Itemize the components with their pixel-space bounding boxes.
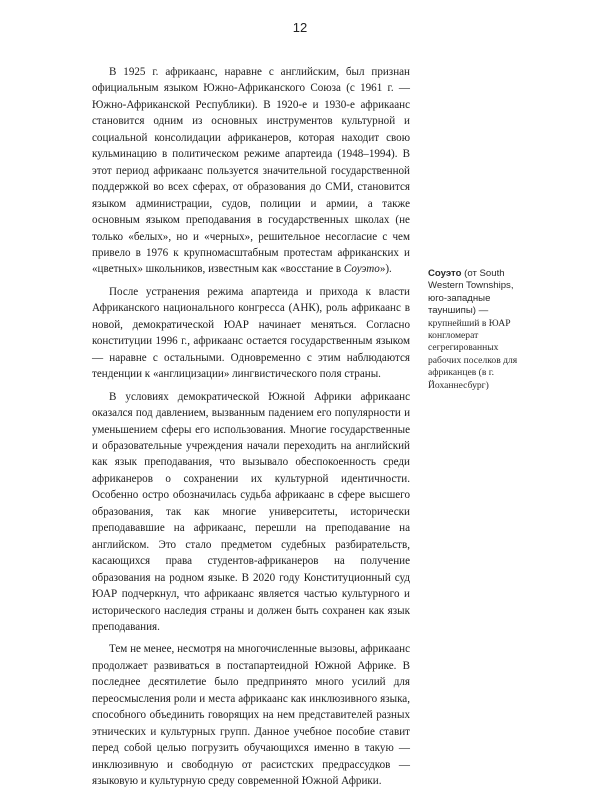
page-number: 12: [292, 20, 308, 35]
paragraph-3: В условиях демократической Южной Африки африкаанс оказался под давлением, вызванным падением его популярности и уменьшением сферы его использования. Многие государственные и образовательные учреждения начали переходить на английский как язык преподавания, что вызывало обеспокоенность среди африканеров о сохранении их культурной идентичности. Особенно остро обозначилась судьба африкаанс в сфере высшего образования, так как многие университеты, исторически преподававшие на африкаанс, перешли на преподавание на английском. Это стало предметом судебных разбирательств, касающихся права студентов-африканеров на получение образования на родном языке. В 2020 году Конституционный суд ЮАР подчеркнул, что африкаанс является частью культурного и исторического наследия страны и должен быть сохранен как язык преподавания.: [92, 390, 410, 633]
paragraph-1-text: В 1925 г. африкаанс, наравне с английским, был признан официальным языком Южно-Африканского Союза (с 1961 г. — Южно-Африканской Республики). В 1920-е и 1930-е африкаанс становится одним из основных инструментов культурной и социальной консолидации африканеров, которая находит свою кульминацию в политическом режиме апартеида (1948–1994). В этот период африкаанс пользуется значительной государственной поддержкой во всех сферах, от образования до СМИ, становится языком администрации, судов, полиции и армии, а также основным языком преподавания в государственных школах (не только «белых», но и «черных», решительное несогласие с чем привело в 1976 к крупномасштабным протестам африканских и «цветных» школьников, известным как «восстание в: [92, 66, 410, 276]
paragraph-2: После устранения режима апартеида и прихода к власти Африканского национального конгресса (АНК), роль африкаанс в новой, демократической ЮАР начинает меняться. Согласно конституции 1996 г., африкаанс остается государственным языком — наравне с остальными. Одновременно с этим наблюдаются тенденции к «англицизации» лингвистического поля страны.: [92, 285, 410, 381]
sidenote-definition: крупнейший в ЮАР конгломерат сегрегированных рабочих поселков для африканцев (в г. Йоханнесбург): [428, 317, 518, 391]
margin-sidenote: [428, 268, 532, 392]
sidenote-gloss: (от South Western Townships, юго-западные тауншипы) —: [428, 268, 514, 317]
paragraph-4: Тем не менее, несмотря на многочисленные вызовы, африкаанс продолжает развиваться в постапартеидной Южной Африке. В последнее десятилетие было предпринято много усилий для переосмысления роли и места африкаанс как инклюзивного языка, способного объединить говорящих на нем представителей разных этнических и культурных групп. Данное учебное пособие ставит перед собой целью погрузить обучающихся именно в такую — инклюзивную и свободную от расистских предрассудков — языковую и культурную среду современной Южной Африки.: [92, 643, 410, 788]
paragraph-1: [92, 64, 410, 278]
paragraph-1-ending: »).: [379, 263, 392, 276]
soweto-italic-term: Соуэто: [343, 263, 380, 276]
main-text-column: [92, 64, 410, 795]
sidenote-term: Соуэто: [428, 268, 462, 279]
